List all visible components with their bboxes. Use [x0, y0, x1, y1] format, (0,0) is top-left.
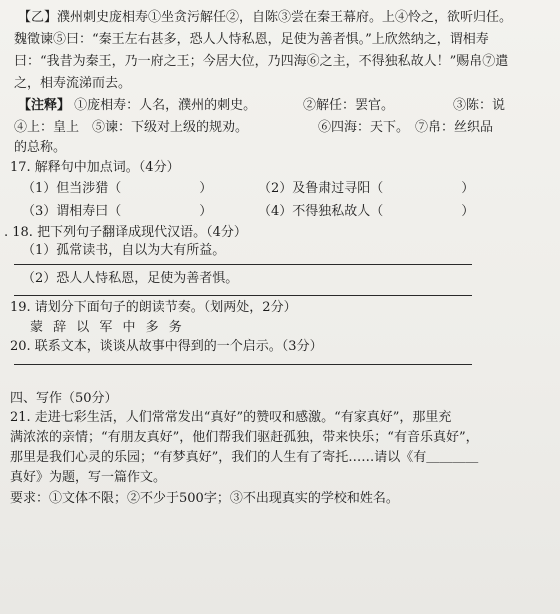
notes-label: 【注释】: [18, 98, 71, 113]
q17-item-1: （1）但当涉猎（ ）: [22, 181, 213, 196]
q20-answer-line[interactable]: [14, 364, 472, 365]
q17-item-4: （4）不得独私故人（ ）: [258, 204, 475, 219]
q17-title: 17. 解释句中加点词。（4分）: [10, 160, 180, 175]
q18-answer-line-1[interactable]: [14, 264, 472, 265]
section-writing-title: 四、写作（50分）: [10, 391, 118, 406]
note-5: ⑤谏：下级对上级的规劝。: [92, 120, 249, 135]
note-7: ⑦帛：丝织品: [415, 120, 494, 135]
q18-item-2: （2）恐人人恃私恩，足使为善者惧。: [22, 271, 239, 286]
passage-line-1: 【乙】濮州刺史庞相寿①坐贪污解任②，自陈③尝在秦王幕府。上④怜之，欲听归任。: [18, 10, 513, 25]
q17-item-3: （3）谓相寿曰（ ）: [22, 204, 213, 219]
note-2: ②解任：罢官。: [303, 98, 395, 113]
passage-line-2: 魏徵谏⑤曰：“秦王左右甚多，恐人人恃私恩，足使为善者惧。”上欣然纳之，谓相寿: [14, 32, 489, 47]
q21-requirements: 要求：①文体不限；②不少于500字；③不出现真实的学校和姓名。: [10, 491, 399, 506]
note-1: ①庞相寿：人名，濮州的刺史。: [74, 98, 257, 113]
q17-item-2: （2）及鲁肃过寻阳（ ）: [258, 181, 475, 196]
note-4: ④上：皇上: [14, 120, 80, 135]
q19-sentence: 蒙 辞 以 军 中 多 务: [30, 320, 185, 335]
notes-line-3: 的总称。: [14, 140, 67, 155]
q21-line-1: 21. 走进七彩生活，人们常常发出“真好”的赞叹和感激。“有家真好”，那里充: [10, 410, 452, 425]
notes-line-2: [14, 120, 494, 136]
q21-line-3: 那里是我们心灵的乐园；“有梦真好”，我们的人生有了寄托……请以《有＿＿＿＿: [10, 450, 479, 465]
note-6: ⑥四海：天下。: [318, 120, 410, 135]
q18-item-1: （1）孤常读书，自以为大有所益。: [22, 243, 226, 258]
q21-line-2: 满浓浓的亲情；“有朋友真好”，他们帮我们驱赶孤独，带来快乐；“有音乐真好”，: [10, 430, 479, 445]
passage-line-4: 之，相寿流涕而去。: [14, 76, 132, 91]
q21-line-4: 真好》为题，写一篇作文。: [10, 470, 167, 485]
notes-line-1: [18, 98, 506, 114]
note-3: ③陈：说: [453, 98, 506, 113]
q18-title: . 18. 把下列句子翻译成现代汉语。（4分）: [4, 225, 247, 240]
q18-answer-line-2[interactable]: [14, 295, 472, 296]
q19-title: 19. 请划分下面句子的朗读节奏。（划两处，2分）: [10, 300, 297, 315]
passage-line-3: 曰：“我昔为秦王，乃一府之王；今居大位，乃四海⑥之主，不得独私故人！”赐帛⑦遣: [14, 54, 509, 69]
q20-title: 20. 联系文本，谈谈从故事中得到的一个启示。（3分）: [10, 339, 323, 354]
